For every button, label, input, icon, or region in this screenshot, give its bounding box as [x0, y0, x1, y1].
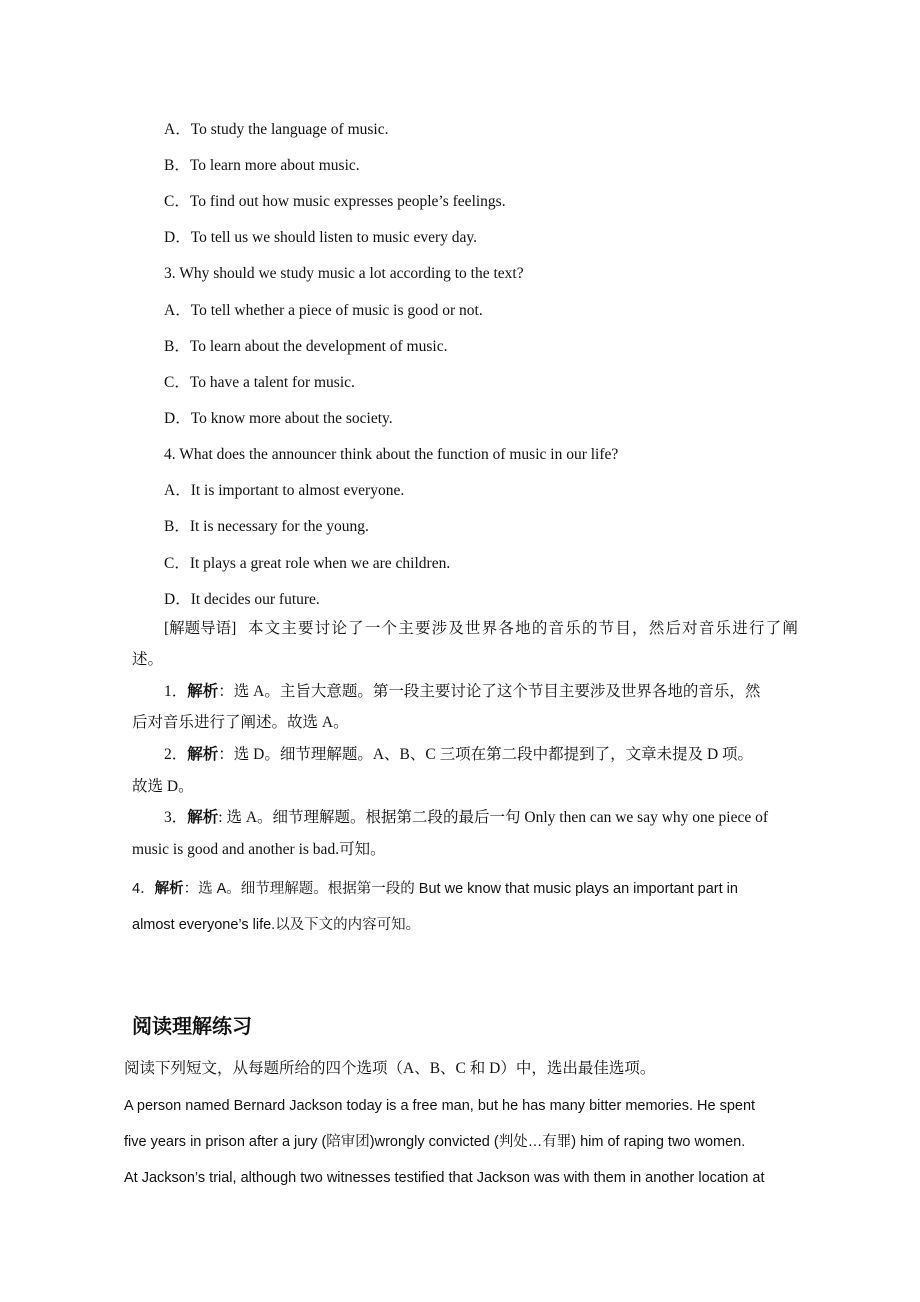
instruction: 阅读下列短文，从每题所给的四个选项（A、B、C 和 D）中，选出最佳选项。 — [124, 1060, 656, 1077]
analysis-4-line-1 — [132, 879, 738, 899]
analysis-label: 解析 — [187, 683, 219, 700]
analysis-2-line-2: 故选 D。 — [132, 778, 194, 795]
analysis-4-line-2: almost everyone’s life.以及下文的内容可知。 — [132, 917, 421, 933]
guide-text: 本文主要讨论了一个主要涉及世界各地的音乐的节目，然后对音乐进行了阐 — [247, 620, 800, 637]
option-a: A．To tell whether a piece of music is good or not. — [164, 302, 483, 319]
passage-line: A person named Bernard Jackson today is a free man, but he has many bitter memories. He spent — [124, 1098, 756, 1114]
analysis-number: 2． — [164, 746, 188, 763]
analysis-number: 1． — [164, 683, 188, 700]
analysis-1-line-1 — [164, 682, 760, 702]
guide-line-2: 述。 — [132, 651, 164, 668]
passage-line: At Jackson’s trial, although two witnesses testified that Jackson was with them in another location at — [124, 1170, 765, 1186]
option-c: C．To find out how music expresses people’s feelings. — [164, 193, 506, 210]
question-text: 3. Why should we study music a lot according to the text? — [164, 265, 524, 282]
option-a: A．It is important to almost everyone. — [164, 482, 405, 499]
option-b: B．It is necessary for the young. — [164, 518, 369, 535]
analysis-text: ：选 A。主旨大意题。第一段主要讨论了这个节目主要涉及世界各地的音乐，然 — [218, 683, 761, 700]
analysis-number: 3． — [164, 809, 188, 826]
analysis-1-line-2: 后对音乐进行了阐述。故选 A。 — [132, 714, 349, 731]
option-d: D．It decides our future. — [164, 591, 320, 608]
analysis-number: 4． — [132, 881, 155, 897]
option-c: C．To have a talent for music. — [164, 374, 355, 391]
analysis-text: ：选 D。细节理解题。A、B、C 三项在第二段中都提到了，文章未提及 D 项。 — [218, 746, 754, 763]
analysis-label: 解析 — [187, 746, 219, 763]
option-c: C．It plays a great role when we are children. — [164, 555, 451, 572]
analysis-label: 解析 — [187, 809, 219, 826]
section-heading: 阅读理解练习 — [132, 1016, 252, 1038]
passage-line: five years in prison after a jury (陪审团)wrongly convicted (判处…有罪) him of raping two women. — [124, 1134, 746, 1150]
guide-line-1 — [164, 619, 799, 639]
guide-label: [解题导语] — [164, 620, 237, 637]
question-text: 4. What does the announcer think about the function of music in our life? — [164, 446, 619, 463]
analysis-2-line-1 — [164, 745, 753, 765]
option-b: B．To learn about the development of music. — [164, 338, 448, 355]
option-d: D．To know more about the society. — [164, 410, 393, 427]
analysis-label: 解析 — [154, 881, 184, 897]
analysis-text: ：选 A。细节理解题。根据第一段的 But we know that music plays an important part in — [183, 881, 738, 897]
analysis-3-line-2: music is good and another is bad.可知。 — [132, 841, 386, 858]
analysis-text: : 选 A。细节理解题。根据第二段的最后一句 Only then can we say why one piece of — [218, 809, 769, 826]
option-b: B．To learn more about music. — [164, 157, 360, 174]
option-a: A．To study the language of music. — [164, 121, 389, 138]
option-d: D．To tell us we should listen to music every day. — [164, 229, 478, 246]
analysis-3-line-1 — [164, 808, 768, 828]
